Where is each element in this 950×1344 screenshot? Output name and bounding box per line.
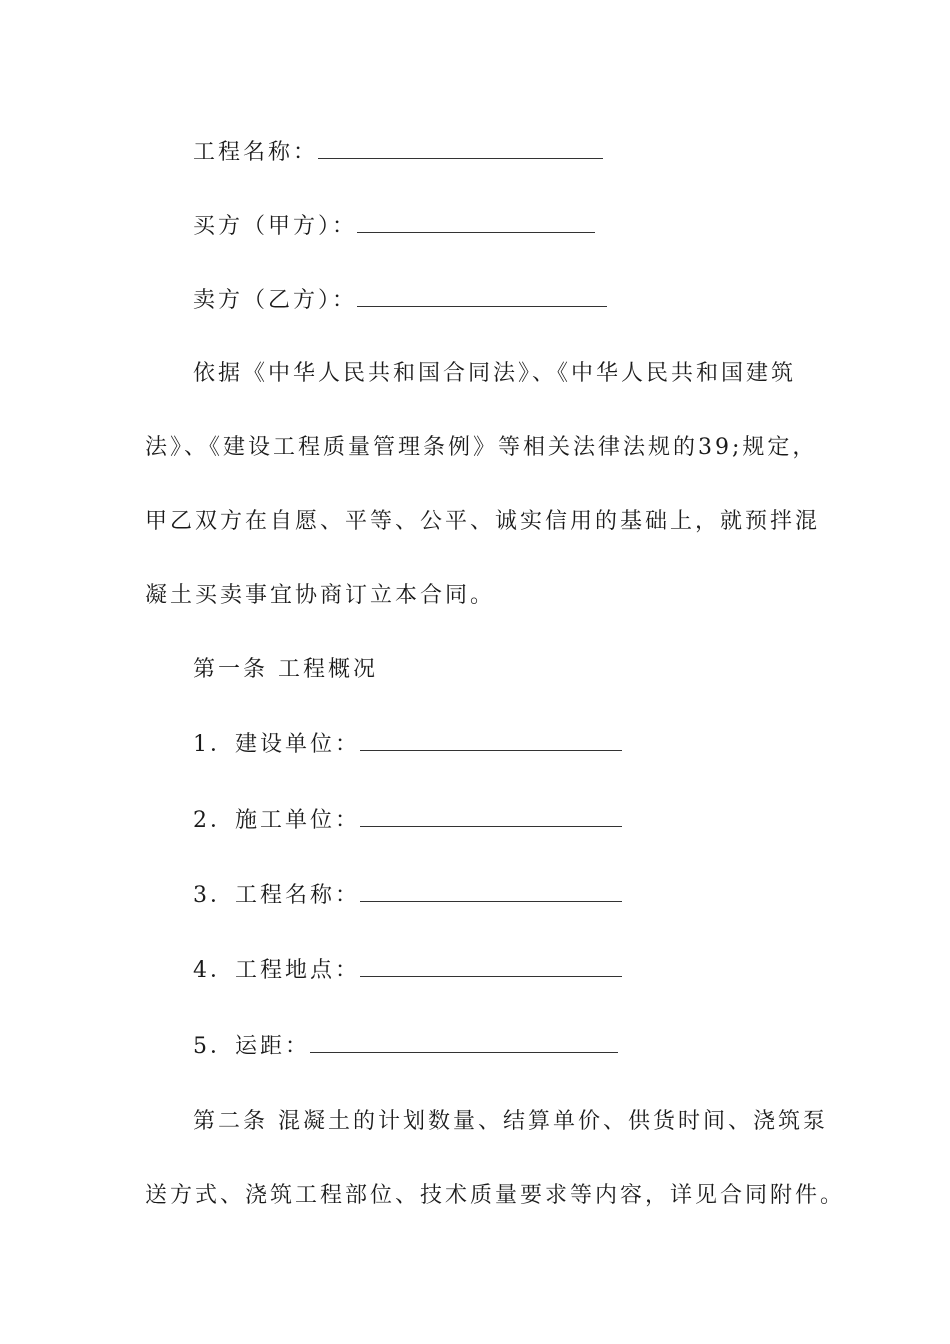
buyer-label: 买方（甲方）： bbox=[193, 214, 358, 239]
article-1-item-5 bbox=[193, 1030, 618, 1063]
preamble-line-4: 凝土买卖事宜协商订立本合同。 bbox=[145, 583, 496, 608]
article-2-line-2: 送方式、浇筑工程部位、技术质量要求等内容，详见合同附件。 bbox=[145, 1183, 846, 1208]
project-name-blank-2[interactable] bbox=[360, 879, 622, 902]
article-1-item-1 bbox=[193, 728, 622, 761]
article-1-item-2 bbox=[193, 804, 622, 837]
contractor-unit-blank[interactable] bbox=[360, 804, 622, 827]
article-1-item-4 bbox=[193, 954, 622, 987]
preamble-line-1: 依据《中华人民共和国合同法》、《中华人民共和国建筑 bbox=[193, 361, 797, 386]
preamble-line-2: 法》、《建设工程质量管理条例》等相关法律法规的39;规定， bbox=[145, 435, 818, 460]
project-name-label: 工程名称： bbox=[193, 140, 319, 165]
project-name-field bbox=[193, 136, 603, 169]
item-label: 3．工程名称： bbox=[193, 883, 360, 908]
seller-field bbox=[193, 284, 607, 317]
preamble-line-3: 甲乙双方在自愿、平等、公平、诚实信用的基础上，就预拌混 bbox=[145, 509, 821, 534]
item-label: 1．建设单位： bbox=[193, 732, 360, 757]
buyer-field bbox=[193, 210, 595, 243]
project-name-blank[interactable] bbox=[318, 136, 603, 159]
distance-blank[interactable] bbox=[310, 1030, 618, 1053]
item-label: 4．工程地点： bbox=[193, 958, 360, 983]
item-label: 5．运距： bbox=[193, 1034, 310, 1059]
article-1-heading: 第一条 工程概况 bbox=[193, 657, 378, 682]
construction-unit-blank[interactable] bbox=[360, 728, 622, 751]
seller-label: 卖方（乙方）： bbox=[193, 288, 358, 313]
seller-blank[interactable] bbox=[357, 284, 607, 307]
buyer-blank[interactable] bbox=[357, 210, 595, 233]
article-1-item-3 bbox=[193, 879, 622, 912]
article-2-line-1: 第二条 混凝土的计划数量、结算单价、供货时间、浇筑泵 bbox=[193, 1109, 828, 1134]
item-label: 2．施工单位： bbox=[193, 808, 360, 833]
project-location-blank[interactable] bbox=[360, 954, 622, 977]
